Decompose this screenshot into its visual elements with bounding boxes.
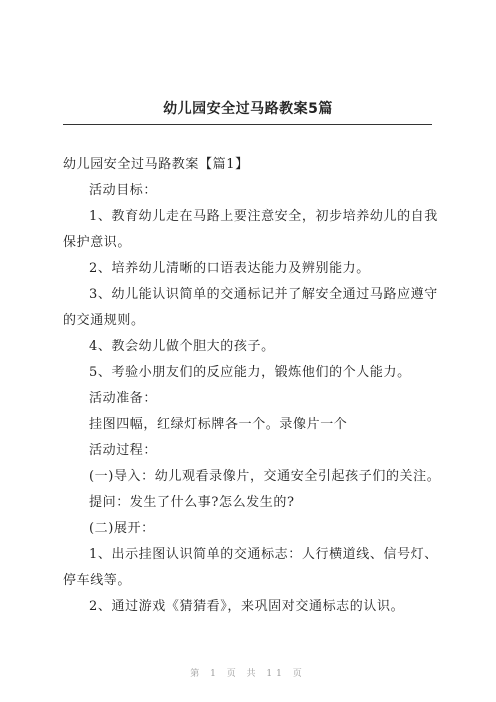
document-title: 幼儿园安全过马路教案5篇 (163, 101, 333, 117)
paragraph: 1、出示挂图认识简单的交通标志：人行横道线、信号灯、停车线等。 (63, 547, 438, 588)
paragraph: 活动准备： (89, 391, 158, 406)
paragraph: (二)展开： (89, 521, 155, 536)
page-number-footer: 第 1 页 共 11 页 (190, 669, 306, 679)
paragraph: 3、幼儿能认识简单的交通标记并了解安全通过马路应遵守的交通规则。 (63, 287, 438, 328)
paragraph: (一)导入：幼儿观看录像片，交通安全引起孩子们的关注。 (89, 469, 441, 484)
paragraph: 1、教育幼儿走在马路上要注意安全，初步培养幼儿的自我保护意识。 (63, 209, 438, 250)
paragraph: 提问：发生了什么事?怎么发生的? (89, 495, 295, 510)
section-heading: 幼儿园安全过马路教案【篇1】 (63, 157, 249, 172)
paragraph: 5、考验小朋友们的反应能力，锻炼他们的个人能力。 (89, 365, 411, 380)
paragraph: 2、培养幼儿清晰的口语表达能力及辨别能力。 (89, 261, 370, 276)
paragraph: 活动目标： (89, 183, 158, 198)
title-divider (63, 124, 432, 125)
paragraph: 2、通过游戏《猜猜看》，来巩固对交通标志的认识。 (89, 599, 405, 614)
paragraph: 活动过程： (89, 443, 158, 458)
paragraph: 挂图四幅，红绿灯标牌各一个。录像片一个 (89, 417, 348, 432)
paragraph: 4、教会幼儿做个胆大的孩子。 (89, 339, 275, 354)
document-body (63, 152, 441, 620)
